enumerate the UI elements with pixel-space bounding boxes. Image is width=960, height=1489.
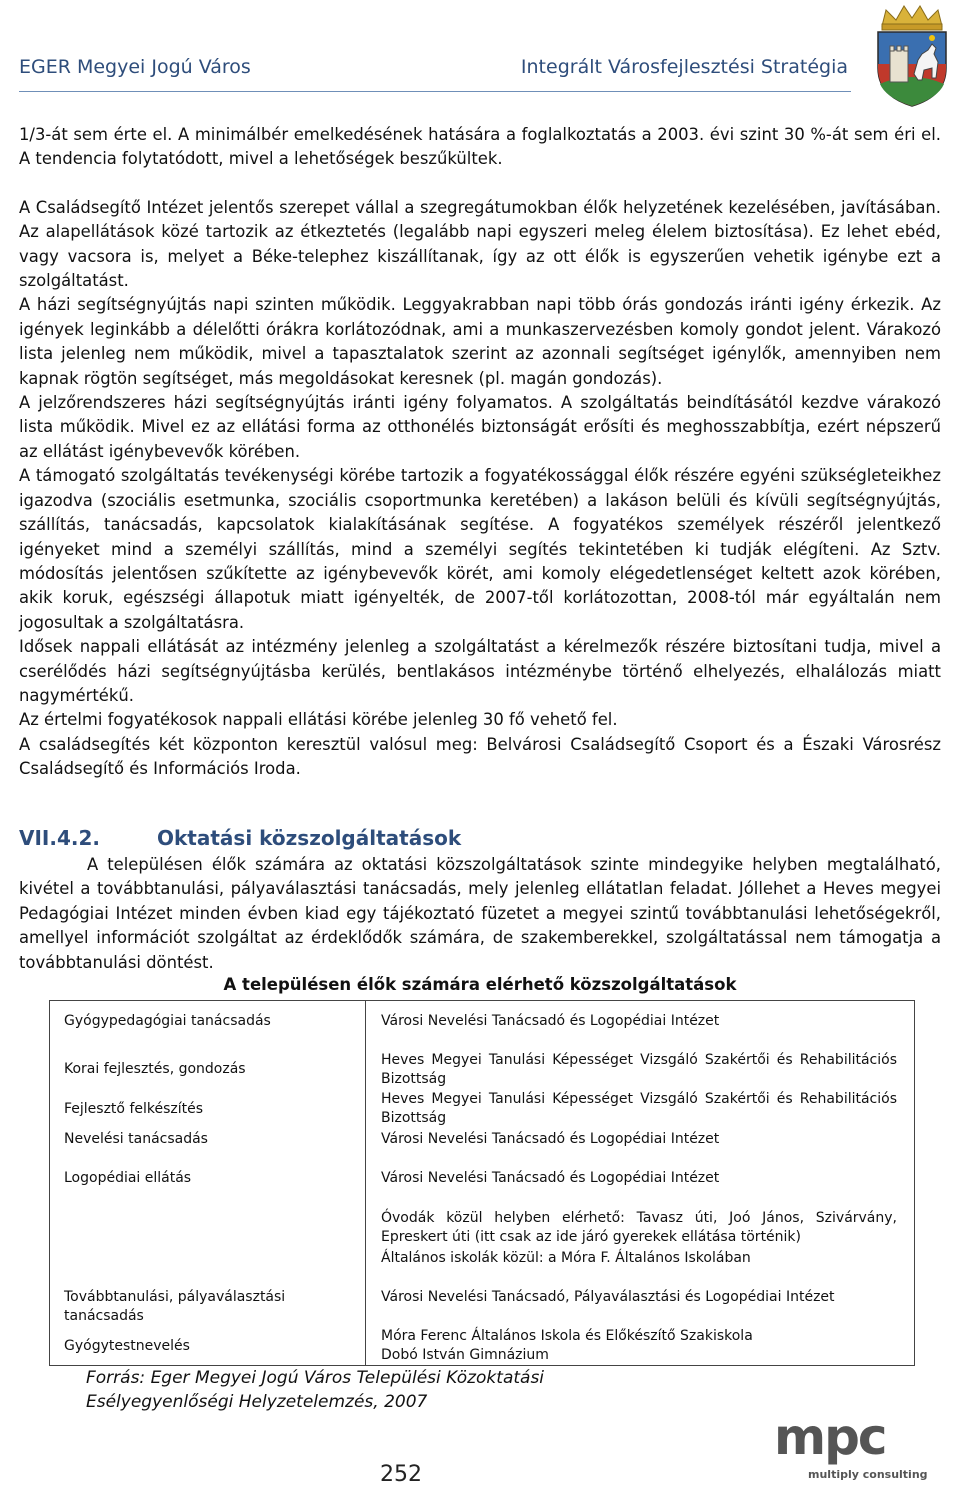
section-education (19, 826, 941, 972)
table-cell-provider: Dobó István Gimnázium (381, 1347, 549, 1363)
table-source (86, 1366, 544, 1414)
section-title: Oktatási közszolgáltatások (157, 826, 462, 850)
header-document-title: Integrált Városfejlesztési Stratégia (520, 56, 848, 78)
paragraph: A támogató szolgáltatás tevékenységi körébe tartozik a fogyatékossággal élők részére egyéni szükségleteikhez igazodva (szociális esetmunka, szociális csoportmunka keretében) a lakáson belüli és kívüli segítségnyújtás, szállítás, tanácsadás, kapcsolatok kialakításának segítése. A fogyatékos személyek részéről jelentkező igényeket mind a személyi szállítás, mind a személyi segítés tekintetében ki tudják elégíteni. Az Sztv. módosítás jelentősen szűkítette az igénybevevők körét, ami komoly elégedetlenséget keltett azok körében, akik koruk, egészségi állapotuk miatt igényelték, de 2007-től korlátozottan, 2008-tól már egyáltalán nem jogosultak a szolgáltatásra. (19, 466, 941, 632)
logo-wordmark: mpc (774, 1408, 886, 1466)
header-rule (19, 91, 851, 92)
page-header (0, 0, 960, 110)
paragraph: A Családsegítő Intézet jelentős szerepet vállal a szegregátumokban élők helyzetének kezelésében, javításában. Az alapellátások közé tartozik az étkeztetés (legalább napi egyszeri meleg élelem biztosítása). Ez lehet ebéd, vagy vacsora is, melyet a Béke-telephez kiszállítanak, így az ott élők is egyszerűen vehetik igénybe ezt a szolgáltatást. (19, 197, 941, 291)
table-title: A településen élők számára elérhető közszolgáltatások (223, 975, 737, 994)
table-cell-provider: Heves Megyei Tanulási Képességet Vizsgáló Szakértői és Rehabilitációs Bizottság (381, 1052, 897, 1087)
coat-of-arms-icon (872, 4, 952, 108)
header-city-title: EGER Megyei Jogú Város (19, 56, 251, 78)
table-cell-provider: Városi Nevelési Tanácsadó és Logopédiai Intézet (381, 1013, 720, 1029)
body-text (19, 123, 941, 782)
table-cell-service: Nevelési tanácsadás (64, 1131, 208, 1147)
table-column-divider (365, 1001, 366, 1365)
paragraph: A házi segítségnyújtás napi szinten működik. Leggyakrabban napi több órás gondozás iránti igény érkezik. Az igények leginkább a délelőtti órákra korlátozódnak, ami a munkaszervezésben komoly gondot jelent. Várakozó lista jelenleg nem működik, mivel a tapasztalatok szerint az azonnali segítséget igénylők, amennyiben nem kapnak rögtön segítséget, más megoldásokat keresnek (pl. magán gondozás). (19, 295, 941, 388)
mpc-logo (774, 1408, 944, 1482)
paragraph-spacer (19, 172, 941, 196)
source-line: Esélyegyenlőségi Helyzetelemzés, 2007 (86, 1392, 428, 1412)
table-cell-provider: Óvodák közül helyben elérhető: Tavasz úti, Joó János, Szivárvány, Epreskert úti (itt csak az ide járó gyerekek ellátása történik) (381, 1210, 897, 1245)
table-cell-provider: Városi Nevelési Tanácsadó és Logopédiai Intézet (381, 1131, 720, 1147)
paragraph: A családsegítés két központon keresztül valósul meg: Belvárosi Családsegítő Csoport és a Északi Városrész Családsegítő és Információs Iroda. (19, 734, 941, 779)
section-number: VII.4.2. (19, 826, 100, 850)
page-number: 252 (380, 1462, 422, 1487)
table-cell-service: Gyógypedagógiai tanácsadás (64, 1013, 271, 1029)
source-line: Forrás: Eger Megyei Jogú Város Települési Közoktatási (86, 1368, 545, 1388)
table-cell-provider: Heves Megyei Tanulási Képességet Vizsgáló Szakértői és Rehabilitációs Bizottság (381, 1091, 897, 1126)
table-cell-provider: Általános iskolák közül: a Móra F. Általános Iskolában (381, 1250, 751, 1266)
paragraph: Az értelmi fogyatékosok nappali ellátási körébe jelenleg 30 fő vehető fel. (19, 710, 618, 730)
table-cell-service: Fejlesztő felkészítés (64, 1101, 204, 1117)
table-cell-provider: Városi Nevelési Tanácsadó és Logopédiai Intézet (381, 1170, 720, 1186)
table-cell-service: Továbbtanulási, pályaválasztási tanácsadás (64, 1289, 286, 1324)
table-cell-service: Korai fejlesztés, gondozás (64, 1061, 246, 1077)
logo-subtitle: multiply consulting (808, 1468, 928, 1481)
table-cell-service: Logopédiai ellátás (64, 1170, 192, 1186)
paragraph: 1/3-át sem érte el. A minimálbér emelkedésének hatására a foglalkoztatás a 2003. évi szint 30 %-át sem éri el. A tendencia folytatódott, mivel a lehetőségek beszűkültek. (19, 125, 941, 169)
paragraph: A jelzőrendszeres házi segítségnyújtás iránti igény folyamatos. A szolgáltatás beindításától kezdve várakozó lista működik. Mivel ez az ellátási forma az otthonélés biztonságát erősíti és meghosszabbítja, ezért népszerű az ellátást igénybevevők körében. (19, 393, 941, 461)
paragraph: Idősek nappali ellátását az intézmény jelenleg a szolgáltatást a kérelmezők részére biztosítani tudja, mivel a cserélődés házi segítségnyújtásba kerülés, bentlakásos intézménybe történő elhelyezés, elhalálozás miatt nagymértékű. (19, 637, 941, 705)
section-body: A településen élők számára az oktatási közszolgáltatások szinte mindegyike helyben megtalálható, kivétel a továbbtanulási, pályaválasztási tanácsadás, mely jelenleg ellátatlan feladat. Jóllehet a Heves megyei Pedagógiai Intézet minden évben kiad egy tájékoztató füzetet a megyei szintű továbbtanulási lehetőségekről, amellyel információt szolgáltat az érdeklődők számára, de szakemberekkel, szolgáltatással nem támogatja a továbbtanulási döntést. (19, 855, 941, 972)
services-table (49, 1000, 915, 1366)
table-cell-service: Gyógytestnevelés (64, 1338, 190, 1354)
table-cell-provider: Móra Ferenc Általános Iskola és Előkészítő Szakiskola (381, 1328, 753, 1344)
section-heading (19, 826, 941, 852)
table-cell-provider: Városi Nevelési Tanácsadó, Pályaválasztási és Logopédiai Intézet (381, 1289, 835, 1305)
